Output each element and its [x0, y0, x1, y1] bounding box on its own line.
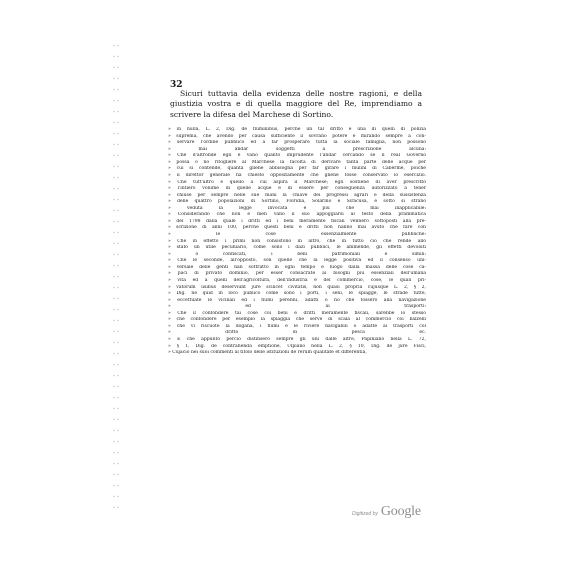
quoted-decision-text	[168, 127, 426, 357]
text-line: » servare l'ordine pubblico ed a far prosperare tutta la sociale famiglia, non possono	[168, 140, 426, 146]
text-line: » in nulla, L. 2, Dig. de fluminibus, perchè un tal dritto è una di quelli di polizia	[168, 127, 426, 132]
text-line: » dritto di pesca ec.	[168, 330, 426, 336]
google-logo: Google	[380, 504, 421, 519]
text-line: » eccettuate le vicinali ed i fiumi perenni, adatti o no che fossero alla navigazione	[168, 297, 426, 303]
text-line: » mai andar soggetti a prescrizione alcuna:	[168, 146, 426, 152]
watermark-prefix: Digitized by	[352, 511, 378, 517]
text-line: » stato un utile pecuniario, come sono i dazi pubblici, le ammende, gli effetti devoluti	[168, 245, 426, 251]
text-line: » o confiscati, i beni patrimoniali e simili:	[168, 251, 426, 257]
text-line: » le cose essenzialmente pubbliche:	[168, 232, 426, 237]
text-line: » Che le seconde, all'opposto, son quelle che la legge positiva ed il consenso uni-	[168, 258, 426, 264]
text-line: » scrizione di anni 100, perchè questi beni e dritti non hanno mai avuto che fare con	[168, 225, 426, 231]
text-line: » chiuse per sempre nelle sue mani la chiave dei progressi agrari e della sussistenza	[168, 192, 426, 198]
text-line: » Che il confondere tai cose coi beni e dritti meramente fiscali, sarebbe lo stesso	[168, 310, 426, 316]
text-line: » del 1798 dalla quale i dritti ed i beni meramente fiscali vennero sottoposti alla pre-	[168, 218, 426, 224]
text-line: » vita ed a quelli dell'agricoltura, dell'industria e del commercio, cose, le quali pri-	[168, 277, 426, 283]
gutter-bleed-through	[112, 40, 120, 510]
lead-paragraph-text: Sicuri tuttavia della evidenza delle nostre ragioni, e della giustizia vostra e di quella maggiore del Re, imprendiamo a scrivere la difesa del Marchese di Sortino.	[170, 89, 422, 119]
text-line: » Considerando che non è men vano il suo appoggiarsi al testo della prammatica	[168, 212, 426, 218]
text-line: » Che in effetto i primi non consistono in altro, che in tutto ciò che rende allo	[168, 238, 426, 244]
text-line: » che vi riscuote la dogana, i fiumi e le riviere navigabili o adatte ai trasporti col	[168, 323, 426, 329]
text-line: » paci di privato dominio, per esser consacrate ai bisogni più essenziali dell'umana	[168, 271, 426, 277]
page-number: 32	[170, 80, 183, 90]
text-line: » Cujacio nei suoi commenti al titolo delle istituzioni de rerum qualitate et differentia,	[168, 350, 367, 356]
text-line: » delle quattro popolazioni di Sortino, Floridia, Solarino e Siracusa, e sotto si strano	[168, 199, 426, 205]
text-line: » Che tutt'altro è quello a cui aspira il Marchese; egli sostiene di aver prescritto	[168, 179, 426, 185]
text-line: » versale delle genti han sottratto in ogni tempo e luogo dalla massa delle cose ca-	[168, 264, 426, 270]
text-line: » cui si contende, quanta gliene abbisogna per far girare i mulini di Caberme, poichè	[168, 166, 426, 172]
text-line: » che confondere per esempio la spiaggia che serve di scala al commercio coi balzelli	[168, 317, 426, 323]
digitized-by-google-watermark	[352, 504, 421, 520]
text-line: » § 1, Dig. de contrahenda emptione, Ulpiano nella L. 2, § 10, Dig. de jure Fisci,	[168, 343, 426, 349]
text-line: » il direttor generale ha chiesto oppositamente che gliene fosse conservato lo esercizio.	[168, 172, 426, 178]
text-line: » E che appunto perciò distinsero sempre gli uni dalle altre, Papiniano nella L. 72,	[168, 337, 426, 342]
text-line: » suprema, che avendo per causa sufficiente il sovrano potere e mirando sempre a con-	[168, 133, 426, 139]
text-line: » possa o no ritogliere al Marchese la facoltà di derivare tanta parte delle acque per	[168, 159, 426, 165]
text-line: » l'intiero volume di quelle acque e di essere per conseguenza autorizzato a tener	[168, 186, 426, 192]
text-line: » veduta la legge invocata è più che mai inapplicabile:	[168, 205, 426, 211]
text-line: » Dig. ne quid in loco publico come sono i porti, i seni, le spiagge, le strade tutte,	[168, 291, 426, 297]
text-line: » vatorum usibus deserviunt jure scilicet civitatis, non quasi propria cujusque L. 2, § 2,	[168, 284, 426, 290]
text-line: » Che d'altronde egli è vano quanto imprudente l'andar cercando se il real Governo	[168, 153, 426, 159]
text-line: » ed ai trasporti:	[168, 304, 426, 310]
lead-paragraph	[170, 89, 422, 120]
